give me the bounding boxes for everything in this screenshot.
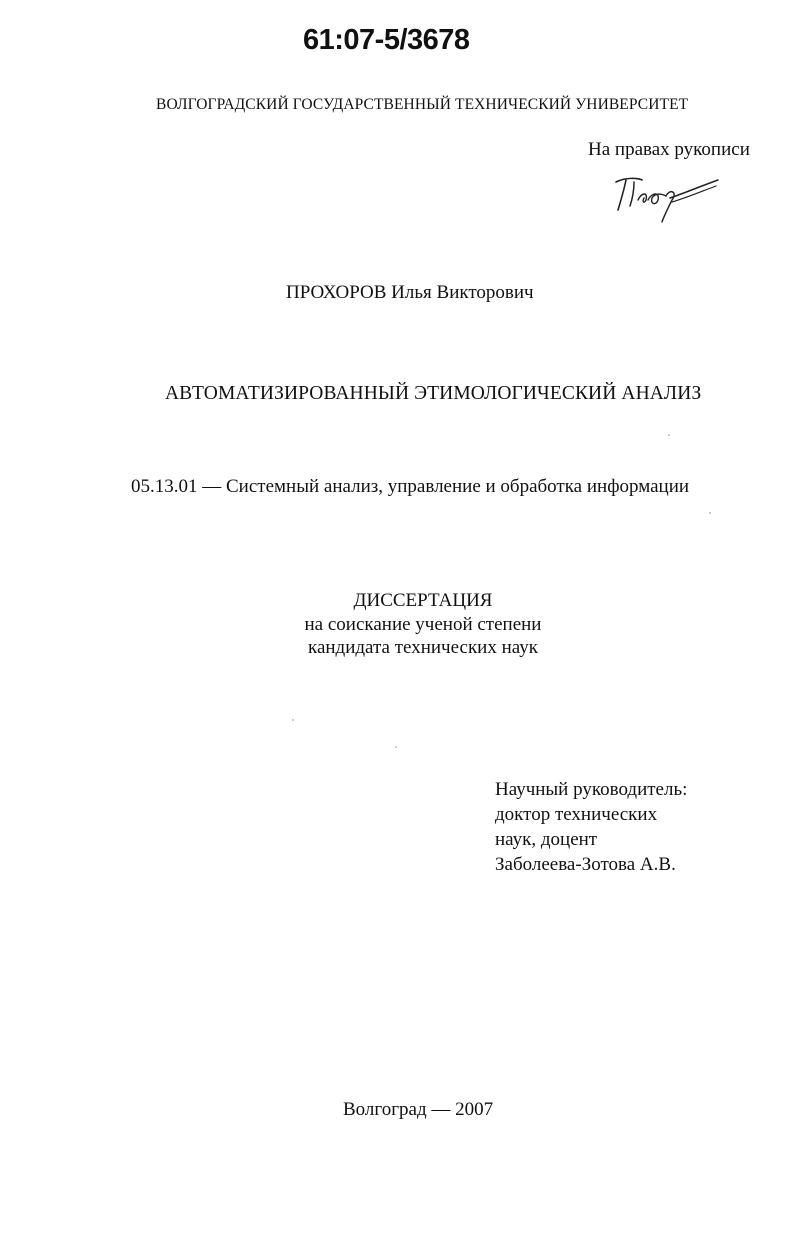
scan-speck <box>395 746 397 748</box>
author-name: ПРОХОРОВ Илья Викторович <box>286 282 534 303</box>
advisor-rank: наук, доцент <box>495 829 598 850</box>
scan-speck <box>709 512 711 514</box>
specialty-line: 05.13.01 — Системный анализ, управление и обработка информации <box>131 476 690 497</box>
advisor-name: Заболеева-Зотова А.В. <box>495 854 676 875</box>
rights-note: На правах рукописи <box>588 139 750 160</box>
advisor-degree: доктор технических <box>495 804 658 825</box>
degree-line-1: на соискание ученой степени <box>304 614 542 635</box>
signature-icon <box>612 170 722 226</box>
dissertation-title: АВТОМАТИЗИРОВАННЫЙ ЭТИМОЛОГИЧЕСКИЙ АНАЛИЗ <box>165 383 702 404</box>
advisor-label: Научный руководитель: <box>495 779 688 800</box>
scan-speck <box>668 434 670 436</box>
scan-speck <box>292 719 294 721</box>
university-name: ВОЛГОГРАДСКИЙ ГОСУДАРСТВЕННЫЙ ТЕХНИЧЕСКИЙ УНИВЕРСИТЕТ <box>156 96 689 113</box>
catalog-code: 61:07-5/3678 <box>303 24 470 56</box>
advisor-block <box>495 777 687 877</box>
document-type: ДИССЕРТАЦИЯ <box>353 590 493 611</box>
degree-line-2: кандидата технических наук <box>308 637 538 658</box>
city-year: Волгоград — 2007 <box>343 1099 494 1120</box>
